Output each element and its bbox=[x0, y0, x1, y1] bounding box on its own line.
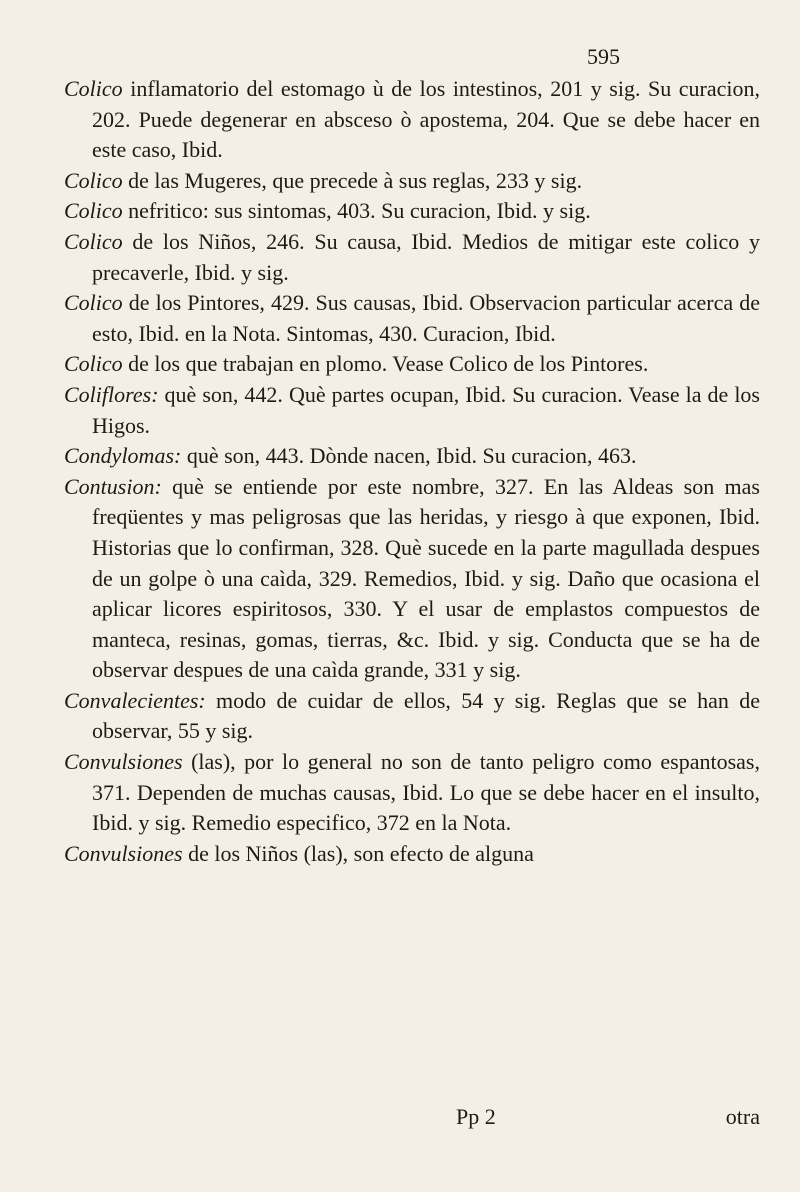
entry-text: de los Pintores, 429. Sus causas, Ibid. Observacion particular acerca de esto, Ibid. en la Nota. Sintomas, 430. Curacion, Ibid. bbox=[92, 290, 760, 346]
index-entry bbox=[64, 686, 760, 747]
entry-head: Convalecientes: bbox=[64, 687, 206, 713]
entry-head: Colico bbox=[64, 228, 123, 254]
signature-mark: Pp 2 bbox=[456, 1104, 496, 1129]
entry-head: Convulsiones bbox=[64, 840, 183, 866]
index-entry bbox=[64, 227, 760, 288]
index-entry bbox=[64, 74, 760, 166]
index-entry bbox=[64, 472, 760, 686]
entry-text: què se entiende por este nombre, 327. En las Aldeas son mas freqüentes y mas peligrosas que las heridas, y riesgo à que exponen, Ibid. Historias que lo confirman, 328. Què sucede en la parte magullada despues de un golpe ò una caìda, 329. Remedios, Ibid. y sig. Daño que ocasiona el aplicar licores espiritosos, 330. Y el usar de emplastos compuestos de manteca, resinas, gomas, tierras, &c. Ibid. y sig. Conducta que se ha de observar despues de una caìda grande, 331 y sig. bbox=[92, 473, 760, 683]
entry-head: Colico bbox=[64, 290, 123, 316]
entry-text: què son, 442. Què partes ocupan, Ibid. Su curacion. Vease la de los Higos. bbox=[92, 381, 760, 438]
index-entries bbox=[64, 74, 760, 869]
entry-head: Contusion: bbox=[64, 473, 162, 499]
index-entry bbox=[64, 196, 760, 227]
entry-text: de los Niños, 246. Su causa, Ibid. Medios de mitigar este colico y precaverle, Ibid. y sig. bbox=[92, 228, 760, 285]
index-entry bbox=[64, 839, 760, 870]
index-entry bbox=[64, 747, 760, 839]
entry-head: Colico bbox=[64, 351, 123, 377]
entry-head: Condylomas: bbox=[64, 443, 182, 469]
entry-text: nefritico: sus sintomas, 403. Su curacion, Ibid. y sig. bbox=[122, 198, 591, 224]
entry-head: Colico bbox=[64, 198, 123, 224]
page-footer bbox=[64, 1102, 760, 1132]
index-entry bbox=[64, 441, 760, 472]
entry-head: Colico bbox=[64, 76, 123, 101]
entry-text: de los que trabajan en plomo. Vease Colico de los Pintores. bbox=[122, 351, 649, 377]
entry-head: Coliflores: bbox=[64, 381, 159, 407]
entry-text: modo de cuidar de ellos, 54 y sig. Reglas que se han de observar, 55 y sig. bbox=[92, 687, 760, 744]
index-entry bbox=[64, 349, 760, 380]
entry-head: Colico bbox=[64, 167, 123, 193]
catchword: otra bbox=[725, 1104, 760, 1129]
index-entry bbox=[64, 380, 760, 441]
entry-text: (las), por lo general no son de tanto peligro como espantosas, 371. Dependen de muchas causas, Ibid. Lo que se debe hacer en el insulto, Ibid. y sig. Remedio especifico, 372 en la Nota. bbox=[92, 749, 760, 836]
index-entry bbox=[64, 166, 760, 197]
entry-head: Convulsiones bbox=[64, 749, 183, 775]
entry-text: de las Mugeres, que precede à sus reglas, 233 y sig. bbox=[122, 167, 583, 193]
entry-text: què son, 443. Dònde nacen, Ibid. Su curacion, 463. bbox=[181, 443, 637, 469]
entry-text: inflamatorio del estomago ù de los intestinos, 201 y sig. Su curacion, 202. Puede degenerar en absceso ò apostema, 204. Que se debe hacer en este caso, Ibid. bbox=[92, 76, 760, 163]
entry-text: de los Niños (las), son efecto de alguna bbox=[182, 840, 534, 866]
index-entry bbox=[64, 288, 760, 349]
page-number: 595 bbox=[587, 44, 620, 69]
